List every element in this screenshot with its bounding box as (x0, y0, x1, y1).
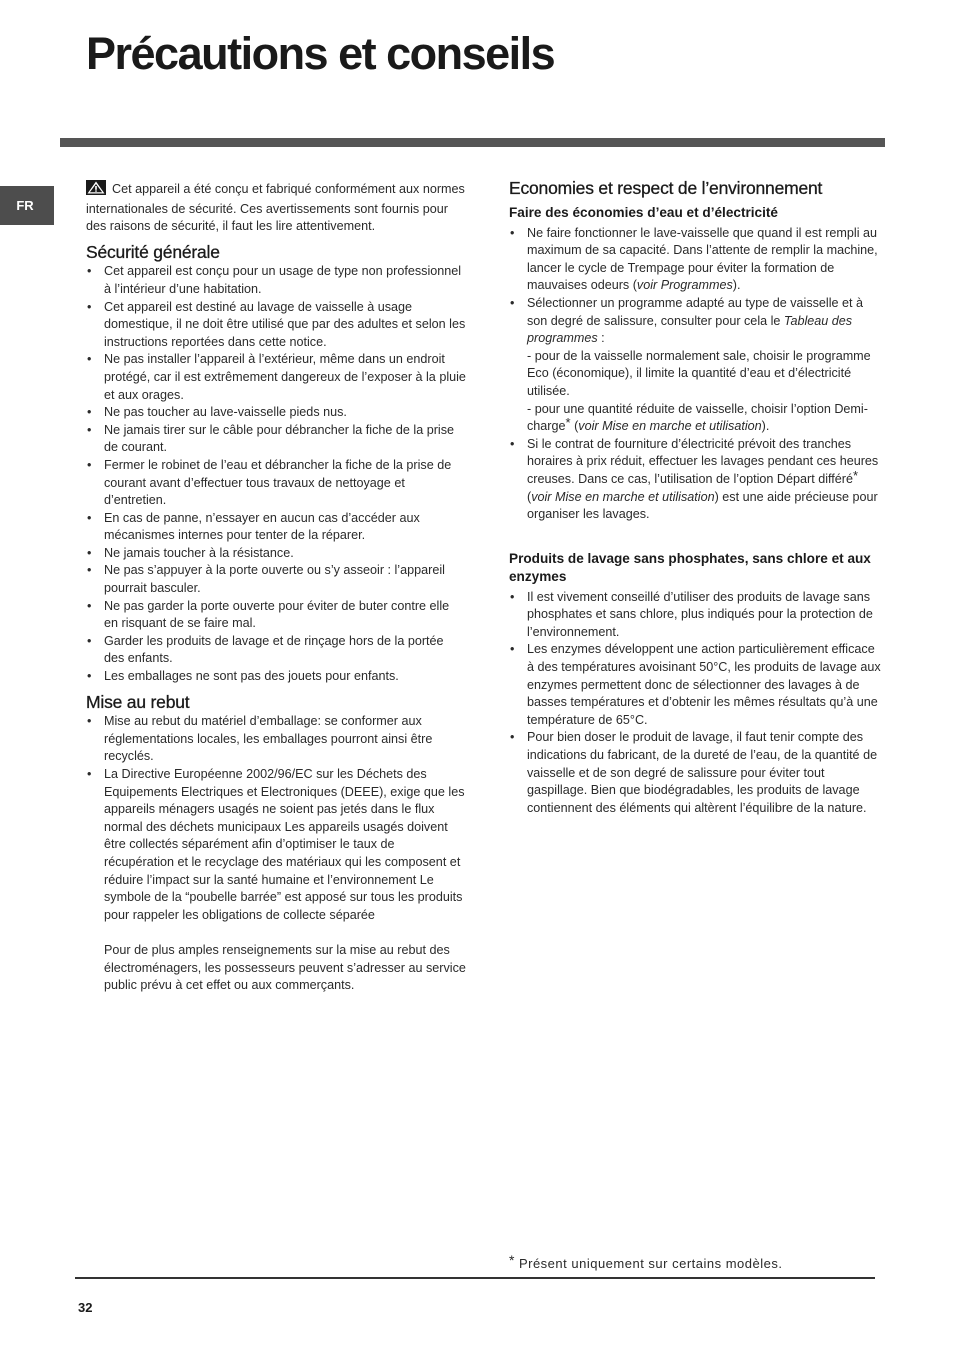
item-text: ). (732, 278, 741, 293)
list-item: • Mise au rebut du matériel d’emballage: se conformer aux réglementations locales, les emballages pourront ainsi être recyclés. (86, 713, 466, 766)
list-item: • Cet appareil est conçu pour un usage de type non professionnel à l’intérieur d’une habitation. (86, 263, 466, 298)
list-item: • Les emballages ne sont pas des jouets pour enfants. (86, 668, 466, 686)
header-rule (60, 138, 885, 147)
cross-reference: voir Mise en marche et utilisation (531, 489, 715, 504)
list-item: • Ne pas installer l’appareil à l’extérieur, même dans un endroit protégé, car il est extrêmement dangereux de l’exposer à la pluie et aux orages. (86, 351, 466, 404)
item-text: ). (761, 419, 770, 434)
footnote-marker: * (852, 467, 859, 483)
cross-reference: voir Programmes (636, 278, 733, 293)
list-item: • Ne jamais toucher à la résistance. (86, 545, 466, 563)
weee-text: • La Directive Européenne 2002/96/EC sur les Déchets des Equipements Electriques et Electroniques (DEEE), exige que les appareils ménagers usagés ne soient pas jetés dans le flux normal des déchets municipaux Les appareils usagés doivent être collectés séparément afin d’optimiser le taux de récupération et le recyclage des matériaux qui les composent et réduire l’impact sur la santé humaine et l’environnement Le symbole de la “poubelle barrée” est apposé sur tous les produits pour rappeler les obligations de collecte séparée (104, 767, 465, 922)
item-text: : (597, 331, 605, 346)
intro-text: Cet appareil a été conçu et fabriqué conformément aux normes internationales de sécurité. Ces avertissements sont fournis pour des raisons de sécurité, il faut les lire attentivement. (86, 182, 465, 234)
list-item (86, 766, 466, 995)
item-text: - pour une quantité réduite de vaisselle, choisir l’option Demi-charge (527, 401, 868, 434)
footnote-marker: * (565, 415, 571, 431)
list-item (509, 295, 885, 436)
item-text: ( (570, 419, 579, 434)
page-number: 32 (78, 1300, 93, 1315)
item-text: ( (527, 489, 532, 504)
list-item: • Ne pas garder la porte ouverte pour éviter de buter contre elle en risquant de se faire mal. (86, 598, 466, 633)
list-item: • Ne pas toucher au lave-vaisselle pieds nus. (86, 404, 466, 422)
list-item: • Cet appareil est destiné au lavage de vaisselle à usage domestique, il ne doit être utilisé que par des adultes et selon les instructions reportées dans cette notice. (86, 299, 466, 352)
language-tab (0, 186, 54, 225)
footnote-marker: * (509, 1252, 515, 1268)
item-text: Ne faire fonctionner le lave-vaisselle que quand il est rempli au maximum de sa capacité. Dans l’attente de remplir la machine, lancer le cycle de Trempage pour éviter la formation de mauvaises odeurs ( (527, 225, 878, 293)
list-item: • En cas de panne, n’essayer en aucun cas d’accéder aux mécanismes internes pour tenter de la réparer. (86, 510, 466, 545)
footnote-text: Présent uniquement sur certains modèles. (518, 1256, 783, 1271)
safety-list (86, 263, 466, 685)
list-item: • Garder les produits de lavage et de rinçage hors de la portée des enfants. (86, 633, 466, 668)
footnote (509, 1252, 782, 1271)
list-item: • Pour bien doser le produit de lavage, il faut tenir compte des indications du fabricant, de la dureté de l’eau, de la quantité de vaisselle et de son degré de salissure pour éviter tout gaspillage. Bien que biodégradables, les produits de lavage contiennent des éléments qui altèrent l’équilibre de la nature. (509, 729, 885, 817)
list-item (509, 225, 885, 295)
disposal-extra-text: Pour de plus amples renseignements sur la mise au rebut des électroménagers, les possesseurs peuvent s’adresser au service public prévu à cet effet ou aux commerçants. (104, 942, 466, 993)
item-text: ) est une aide précieuse pour organiser les lavages. (527, 489, 878, 522)
safety-heading: Sécurité générale (86, 241, 220, 262)
list-item: • Fermer le robinet de l’eau et débrancher la fiche de la prise de courant avant d’effectuer tous travaux de nettoyage et d’entretien. (86, 457, 466, 510)
list-item: • Ne pas s’appuyer à la porte ouverte ou s’y asseoir : l’appareil pourrait basculer. (86, 562, 466, 597)
left-column (86, 180, 466, 995)
disposal-list (86, 713, 466, 995)
list-item: • Ne jamais tirer sur le câble pour débrancher la fiche de la prise de courant. (86, 422, 466, 457)
footer-rule (75, 1277, 875, 1279)
item-text: - pour de la vaisselle normalement sale, choisir le programme Eco (économique), il limite la quantité d’eau et d’électricité utilisée. (527, 348, 871, 398)
warning-icon (86, 180, 106, 201)
safety-intro (86, 180, 466, 236)
right-column (509, 180, 885, 817)
detergent-subheading: Produits de lavage sans phosphates, sans chlore et aux enzymes (509, 550, 871, 584)
list-item: • Les enzymes développent une action particulièrement efficace à des températures avoisinant 50°C, les produits de lavage aux enzymes permettent donc de sélectionner des lavages à de basses températures et d’obtenir les mêmes résultats qu’à une température de 65°C. (509, 641, 885, 729)
list-item: • Il est vivement conseillé d’utiliser des produits de lavage sans phosphates et sans chlore, plus indiqués pour la protection de l’environnement. (509, 589, 885, 642)
spacer (509, 524, 885, 550)
page-title: Précautions et conseils (86, 28, 555, 79)
disposal-heading: Mise au rebut (86, 691, 190, 712)
savings-subheading: Faire des économies d’eau et d’électricité (509, 204, 778, 220)
item-text: Si le contrat de fourniture d’électricité prévoit des tranches horaires à prix réduit, effectuer les lavages pendant ces heures creuses. Dans ce cas, l’utilisation de l’option Départ différé (527, 436, 879, 486)
language-label: FR (16, 198, 34, 213)
detergent-list (509, 589, 885, 818)
savings-list (509, 225, 885, 524)
cross-reference: Tableau des programmes (527, 313, 853, 346)
list-item (509, 436, 885, 524)
environment-heading: Economies et respect de l’environnement (509, 178, 823, 198)
item-text: Sélectionner un programme adapté au type de vaisselle et à son degré de salissure, consulter pour cela le (527, 295, 864, 328)
cross-reference: voir Mise en marche et utilisation (578, 419, 762, 434)
